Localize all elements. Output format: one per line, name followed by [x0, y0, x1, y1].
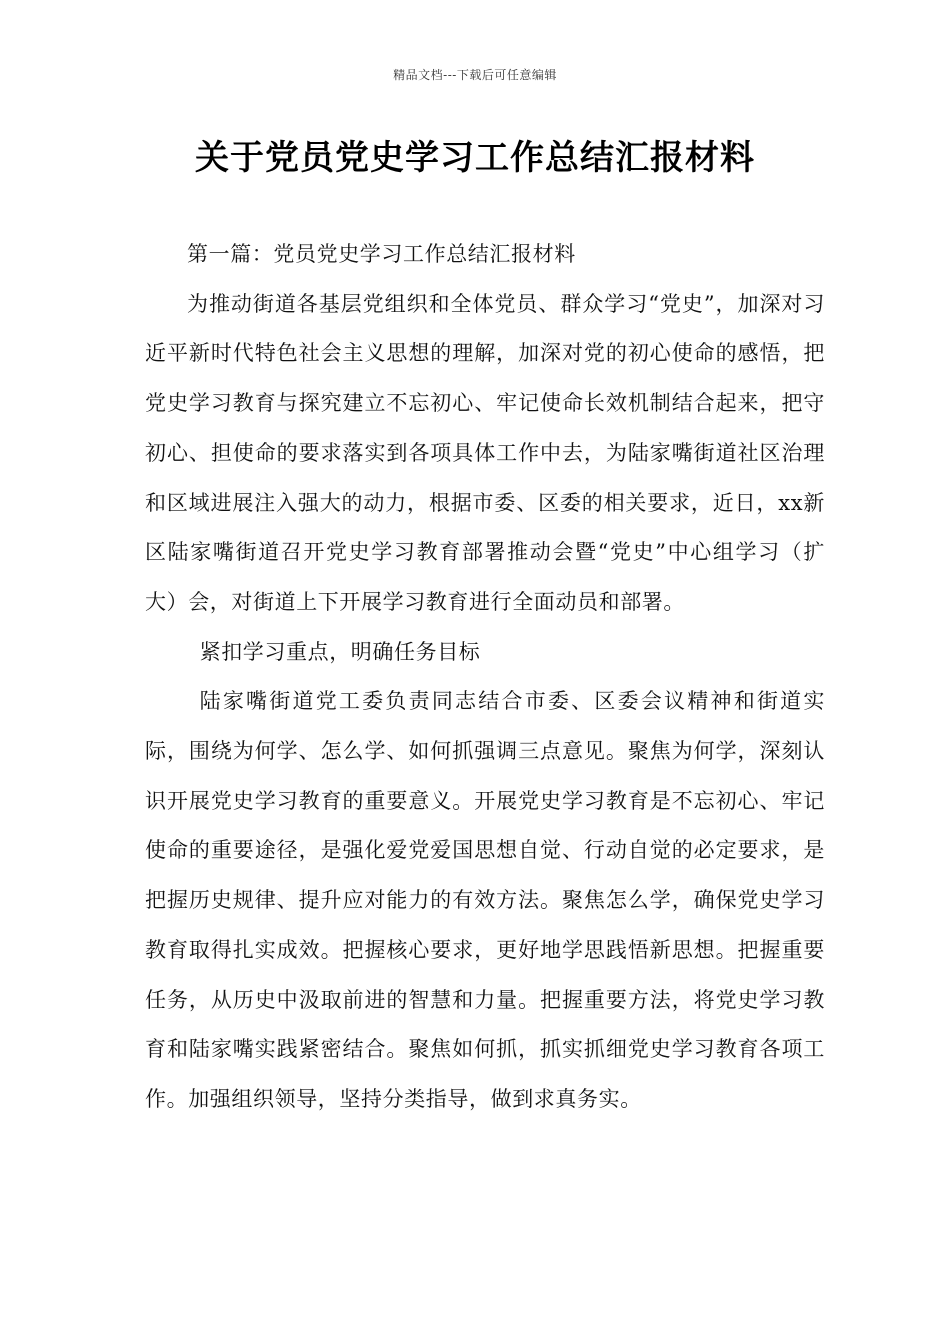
section-heading: 第一篇：党员党史学习工作总结汇报材料 — [187, 242, 576, 266]
header-note: 精品文档---下载后可任意编辑 — [393, 68, 557, 82]
document-title: 关于党员党史学习工作总结汇报材料 — [195, 138, 755, 178]
subheading: 紧扣学习重点，明确任务目标 — [199, 639, 481, 664]
document-body — [145, 230, 825, 1125]
paragraph: 为推动街道各基层党组织和全体党员、群众学习“党史”，加深对习近平新时代特色社会主义思想的理解，加深对党的初心使命的感悟，把党史学习教育与探究建立不忘初心、牢记使命长效机制结合起来，把守初心、担使命的要求落实到各项具体工作中去，为陆家嘴街道社区治理和区域进展注入强大的动力，根据市委、区委的相关要求，近日，xx新区陆家嘴街道召开党史学习教育部署推动会暨“党史”中心组学习（扩大）会，对街道上下开展学习教育进行全面动员和部署。 — [145, 291, 825, 614]
paragraph: 陆家嘴街道党工委负责同志结合市委、区委会议精神和街道实际，围绕为何学、怎么学、如何抓强调三点意见。聚焦为何学，深刻认识开展党史学习教育的重要意义。开展党史学习教育是不忘初心、牢记使命的重要途径，是强化爱党爱国思想自觉、行动自觉的必定要求，是把握历史规律、提升应对能力的有效方法。聚焦怎么学，确保党史学习教育取得扎实成效。把握核心要求，更好地学思践悟新思想。把握重要任务，从历史中汲取前进的智慧和力量。把握重要方法，将党史学习教育和陆家嘴实践紧密结合。聚焦如何抓，抓实抓细党史学习教育各项工作。加强组织领导，坚持分类指导，做到求真务实。 — [145, 689, 825, 1111]
